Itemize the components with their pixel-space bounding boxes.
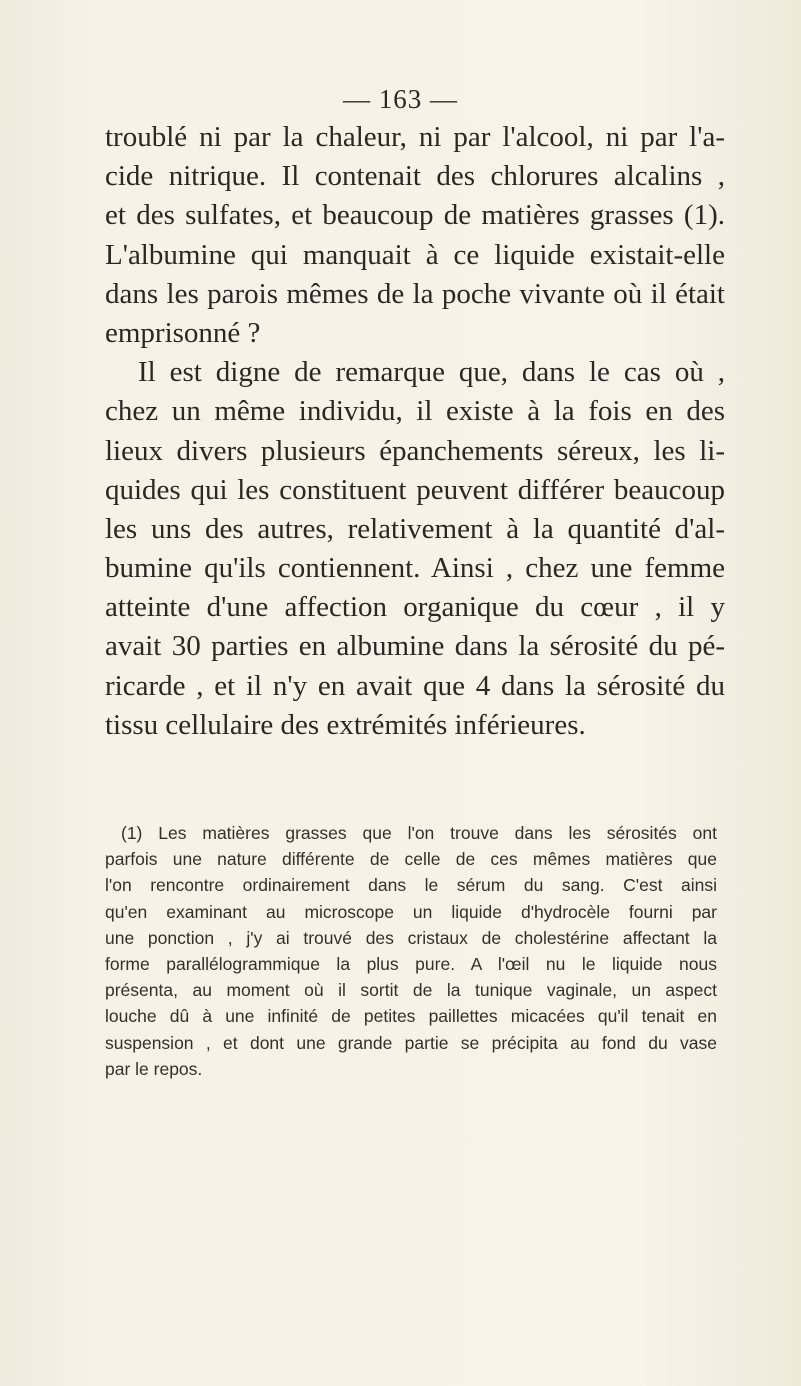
body-line: Il est digne de remarque que, dans le cas où , [138,356,725,389]
body-line: dans les parois mêmes de la poche vivante où il était [105,277,725,310]
body-line: troublé ni par la chaleur, ni par l'alcool, ni par l'a- [105,121,725,153]
body-line: emprisonné ? [105,316,261,349]
body-line: lieux divers plusieurs épanchements séreux, les li- [105,434,725,467]
body-line: les uns des autres, relativement à la quantité d'al- [105,512,725,545]
body-text [105,118,725,745]
footnote-line: l'on rencontre ordinairement dans le sérum du sang. C'est ainsi [105,875,717,896]
body-line: avait 30 parties en albumine dans la sérosité du pé- [105,630,725,663]
footnote [105,820,717,1082]
footnote-line: forme parallélogrammique la plus pure. A l'œil nu le liquide nous [105,953,717,974]
body-line: ricarde , et il n'y en avait que 4 dans la sérosité du [105,669,725,702]
body-line: tissu cellulaire des extrémités inférieures. [105,708,586,741]
body-line: bumine qu'ils contiennent. Ainsi , chez une femme [105,552,725,585]
footnote-line: une ponction , j'y ai trouvé des cristaux de cholestérine affectant la [105,927,717,948]
footnote-line: par le repos. [105,1058,203,1079]
footnote-line: (1) Les matières grasses que l'on trouve dans les sérosités ont [121,823,717,843]
footnote-line: suspension , et dont une grande partie se précipita au fond du vase [105,1032,717,1053]
page-number: — 163 — [343,84,458,114]
body-line: cide nitrique. Il contenait des chlorures alcalins , [105,160,725,193]
footnote-line: qu'en examinant au microscope un liquide d'hydrocèle fourni par [105,901,717,922]
body-line: atteinte d'une affection organique du cœur , il y [105,591,725,624]
footnote-line: parfois une nature différente de celle de ces mêmes matières que [105,849,717,870]
body-line: quides qui les constituent peuvent différer beaucoup [105,473,725,506]
body-line: et des sulfates, et beaucoup de matières grasses (1). [105,199,725,232]
body-line: L'albumine qui manquait à ce liquide existait-elle [105,238,725,271]
footnote-line: présenta, au moment où il sortit de la tunique vaginale, un aspect [105,980,717,1001]
footnote-line: louche dû à une infinité de petites paillettes micacées qu'il tenait en [105,1006,717,1027]
body-line: chez un même individu, il existe à la fois en des [105,395,725,428]
